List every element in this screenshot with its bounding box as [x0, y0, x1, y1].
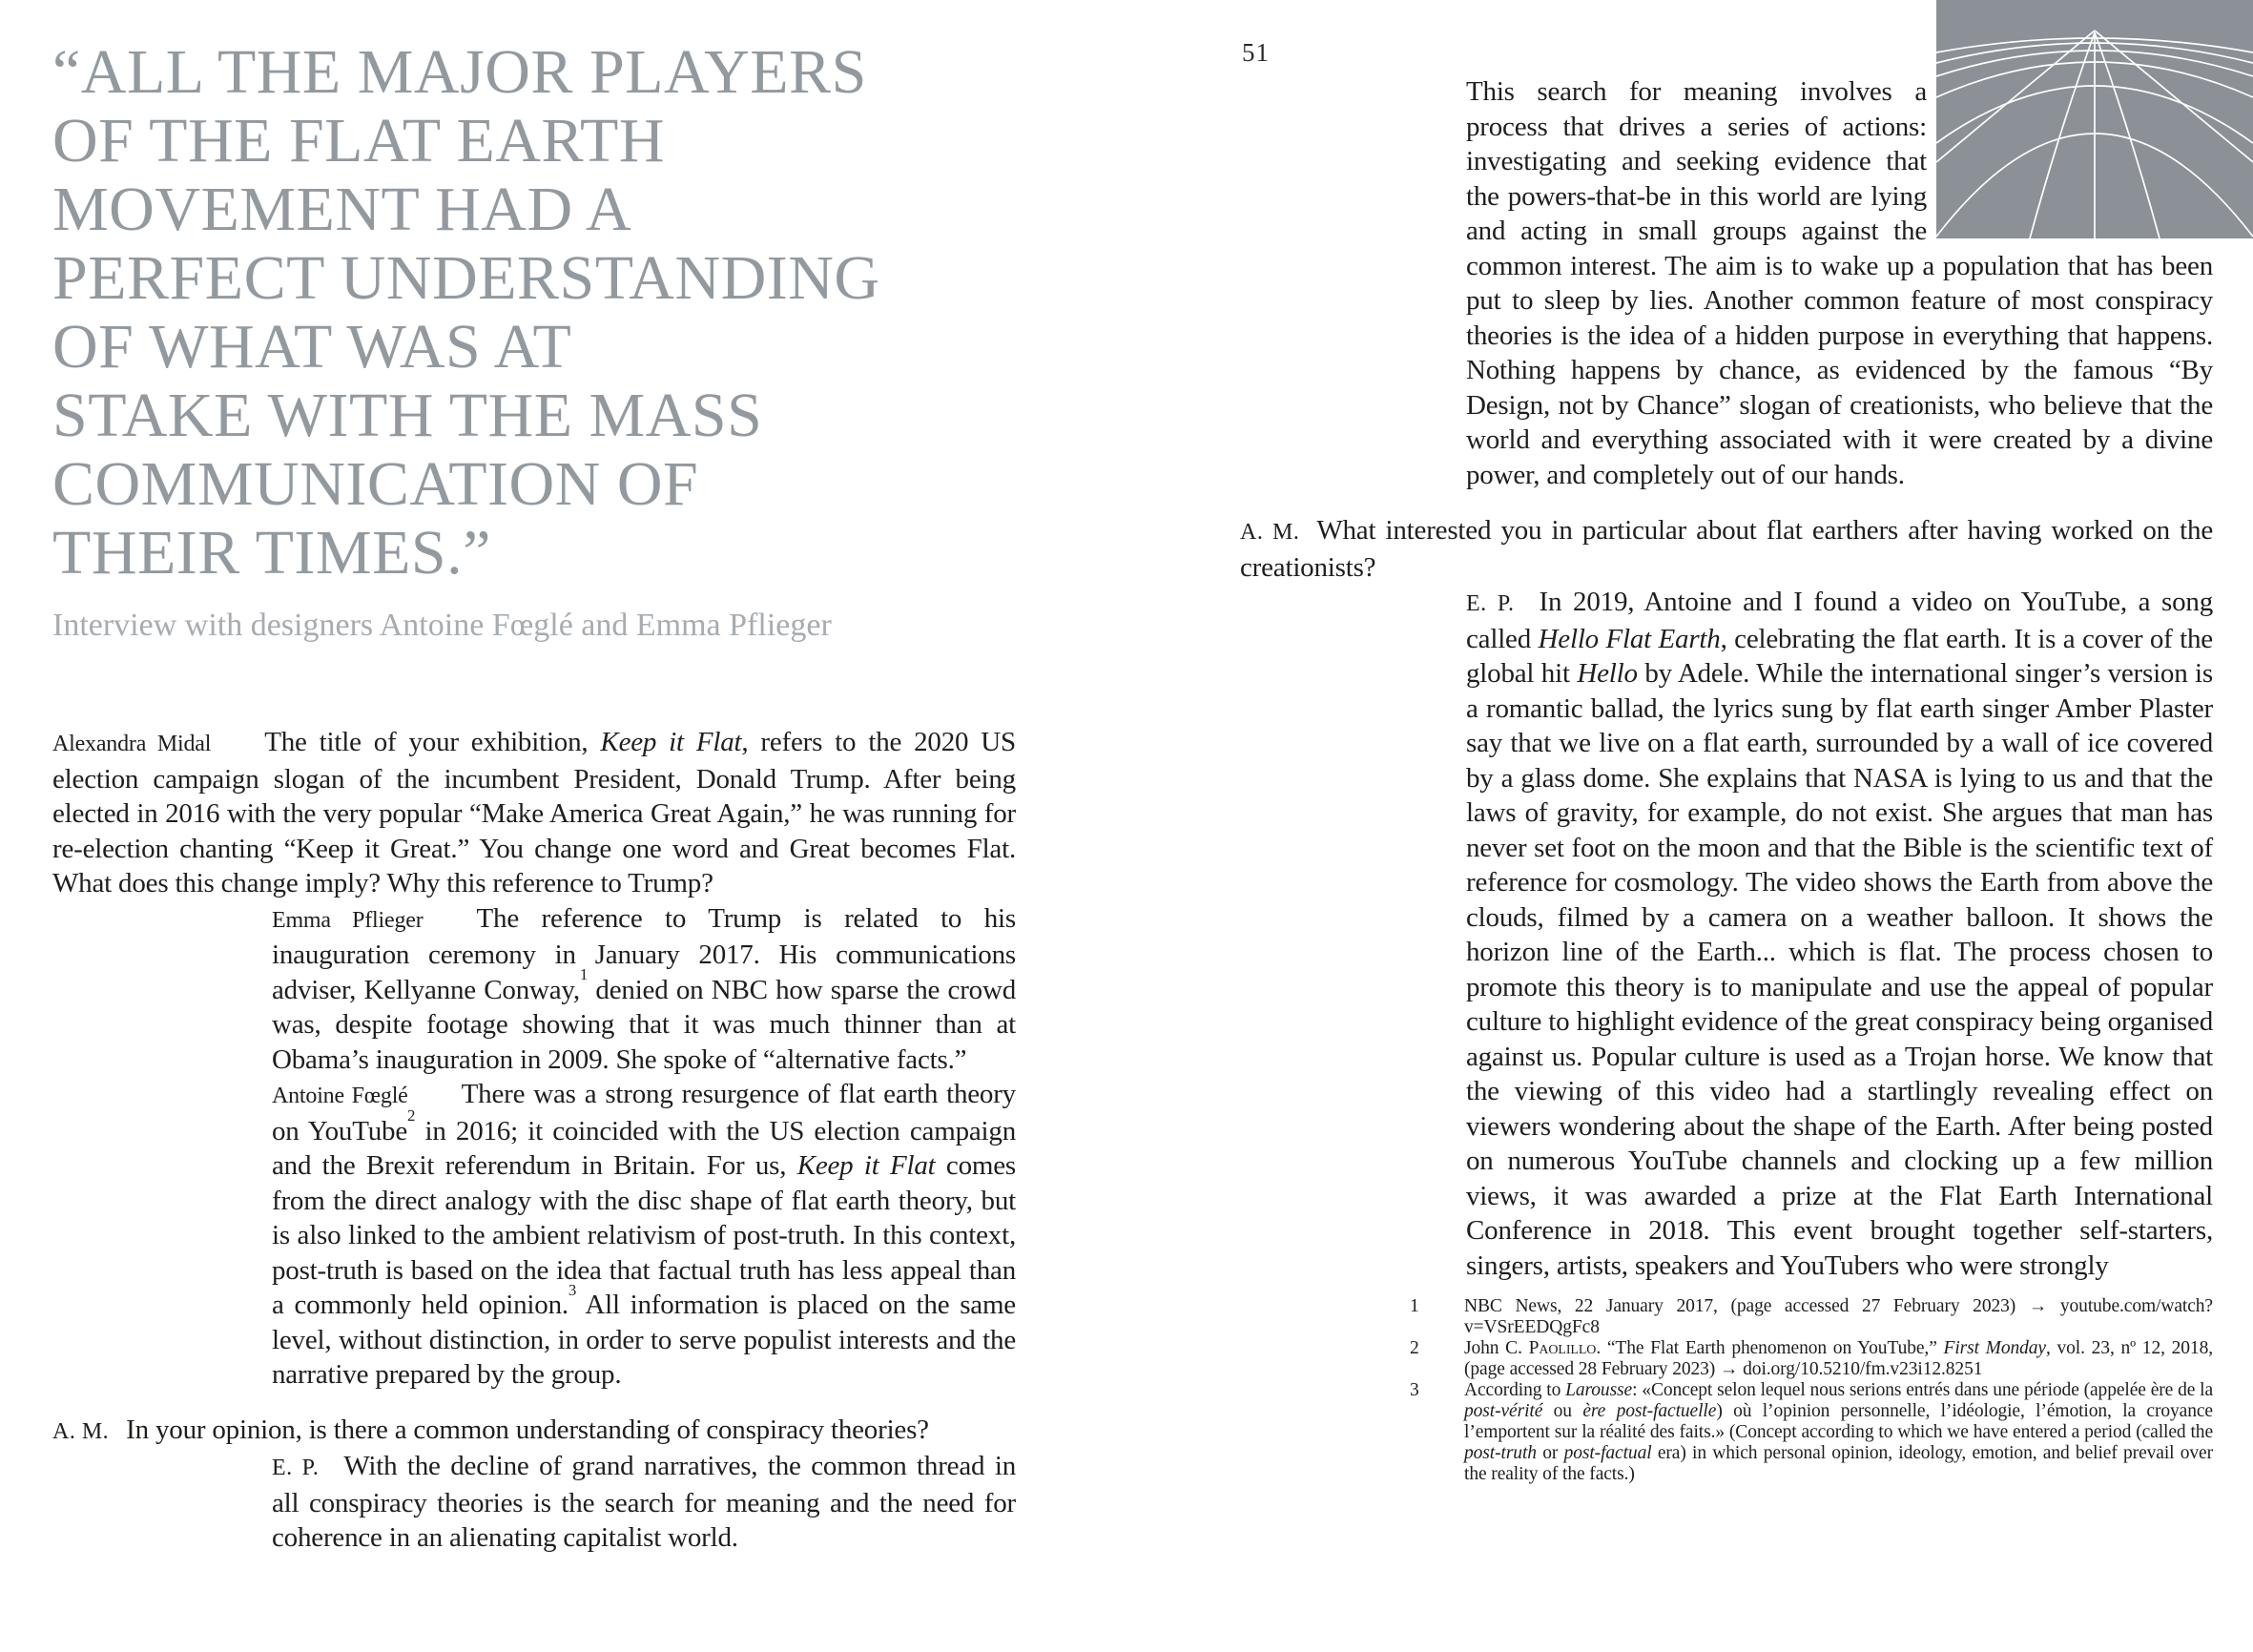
interview-subtitle: Interview with designers Antoine Fœglé and Emma Pflieger	[52, 608, 832, 643]
paragraph-text: The reference to Trump is related to his inauguration ceremony in January 2017. His communications adviser, Kellyanne Conway,$^1$ denied on NBC how sparse the crowd was, despite footage showing that it was much thinner than at Obama’s inauguration in 2009. She spoke of “alternative facts.”	[272, 902, 1016, 1075]
headline-line: PERFECT UNDERSTANDING	[52, 243, 880, 313]
right-page	[1240, 0, 2213, 1652]
paragraph-text: In your opinion, is there a common understanding of conspiracy theories?	[126, 1414, 929, 1445]
headline-line: STAKE WITH THE MASS	[52, 381, 763, 450]
footnote-text: John C. Paolillo. “The Flat Earth phenomenon on YouTube,” First Monday, vol. 23, nº 12, 2018, (page accessed 28 February 2023) → doi.org/10.5210/fm.v23i12.8251	[1464, 1338, 2214, 1379]
qa-paragraph	[1466, 74, 2213, 492]
headline-line: THEIR TIMES.”	[52, 518, 491, 588]
headline-line: OF WHAT WAS AT	[52, 312, 572, 382]
speaker-label: E. P.	[272, 1456, 320, 1480]
image-text-wrap-spacer	[1927, 74, 2213, 238]
qa-paragraph	[1466, 585, 2213, 1283]
headline-line: OF THE FLAT EARTH	[52, 106, 665, 176]
left-text-column	[52, 725, 1016, 1556]
left-page	[52, 0, 1016, 1652]
headline-line: MOVEMENT HAD A	[52, 175, 632, 244]
footnote-number: 1	[1410, 1296, 1419, 1316]
speaker-label: Emma Pflieger	[272, 907, 424, 933]
footnote	[1410, 1380, 2213, 1485]
qa-paragraph	[272, 901, 1016, 1078]
headline-line: “ALL THE MAJOR PLAYERS	[52, 37, 867, 107]
paragraph-text: This search for meaning involves a process that drives a series of actions: investigating and seeking evidence that the powers-that-be in this world are lying and acting in small groups against the common interest. The aim is to wake up a population that has been put to sleep by lies. Another common feature of most conspiracy theories is the idea of a hidden purpose in everything that happens. Nothing happens by chance, as evidenced by the famous “By Design, not by Chance” slogan of creationists, who believe that the world and everything associated with it were created by a divine power, and completely out of our hands.	[1466, 76, 2213, 490]
footnote-text: NBC News, 22 January 2017, (page accessed 27 February 2023) → youtube.com/watch?v=VSrEEDQgFc8	[1464, 1296, 2213, 1337]
paragraph-text: With the decline of grand narratives, the common thread in all conspiracy theories is the search for meaning and the need for coherence in an alienating capitalist world.	[272, 1451, 1017, 1553]
speaker-label: A. M.	[52, 1418, 110, 1444]
qa-paragraph	[52, 725, 1016, 901]
paragraph-text: The title of your exhibition, Keep it Flat, refers to the 2020 US election campaign slogan of the incumbent President, Donald Trump. After being elected in 2016 with the very popular “Make America Great Again,” he was running for re-election chanting “Keep it Great.” You change one word and Great becomes Flat. What does this change imply? Why this reference to Trump?	[52, 727, 1016, 898]
right-text-column	[1240, 74, 2213, 1485]
paragraph-text: In 2019, Antoine and I found a video on YouTube, a song called Hello Flat Earth, celebrating the flat earth. It is a cover of the global hit Hello by Adele. While the international singer’s version is a romantic ballad, the lyrics sung by flat earth singer Amber Plaster say that we live on a flat earth, surrounded by a wall of ice covered by a glass dome. She explains that NASA is lying to us and that the laws of gravity, for example, do not exist. She argues that man has never set foot on the moon and that the Bible is the scientific text of reference for cosmology. The video shows the Earth from above the clouds, filmed by a camera on a weather balloon. It shows the horizon line of the Earth... which is flat. The process chosen to promote this theory is to manipulate and use the appeal of popular culture to highlight evidence of the great conspiracy being organised against us. Popular culture is used as a Trojan horse. We know that the viewing of this video had a startlingly revealing effect on viewers wondering about the shape of the Earth. After being posted on numerous YouTube channels and clocking up a few million views, it was awarded a prize at the Flat Earth International Conference in 2018. This event brought together self-starters, singers, artists, speakers and YouTubers who were strongly	[1466, 587, 2214, 1281]
footnote	[1410, 1296, 2213, 1338]
qa-paragraph	[52, 1413, 1016, 1450]
qa-paragraph	[1240, 513, 2213, 585]
speaker-label: E. P.	[1466, 591, 1515, 616]
paragraph-text: What interested you in particular about flat earthers after having worked on the creationists?	[1240, 515, 2214, 583]
footnotes	[1240, 1296, 2213, 1485]
speaker-label: Alexandra Midal	[52, 732, 212, 756]
footnote-number: 2	[1410, 1338, 1419, 1358]
speaker-label: A. M.	[1240, 520, 1300, 545]
qa-paragraph	[272, 1449, 1016, 1556]
footnote-text: According to Larousse: «Concept selon lequel nous serions entrés dans une période (appelée ère de la post-vérité ou ère post-factuelle) où l’opinion personnelle, l’idéologie, l’émotion, la croyance l’emportent sur la réalité des faits.» (Concept according to which we have entered a period (called the post-truth or post-factual era) in which personal opinion, ideology, emotion, and belief prevail over the reality of the facts.)	[1464, 1380, 2214, 1484]
speaker-label: Antoine Fœglé	[272, 1084, 408, 1108]
footnote	[1410, 1338, 2213, 1380]
pull-quote-headline	[52, 38, 880, 588]
qa-paragraph	[272, 1077, 1016, 1393]
headline-line: COMMUNICATION OF	[52, 449, 699, 519]
page-number: 51	[1242, 38, 1270, 67]
paragraph-text: There was a strong resurgence of flat earth theory on YouTube$^2$ in 2016; it coincided with the US election campaign and the Brexit referendum in Britain. For us, Keep it Flat comes from the direct analogy with the disc shape of flat earth theory, but is also linked to the ambient relativism of post-truth. In this context, post-truth is based on the idea that factual truth has less appeal than a commonly held opinion.$^3$ All information is placed on the same level, without distinction, in order to serve populist interests and the narrative prepared by the group.	[272, 1079, 1016, 1390]
footnote-number: 3	[1410, 1380, 1419, 1400]
